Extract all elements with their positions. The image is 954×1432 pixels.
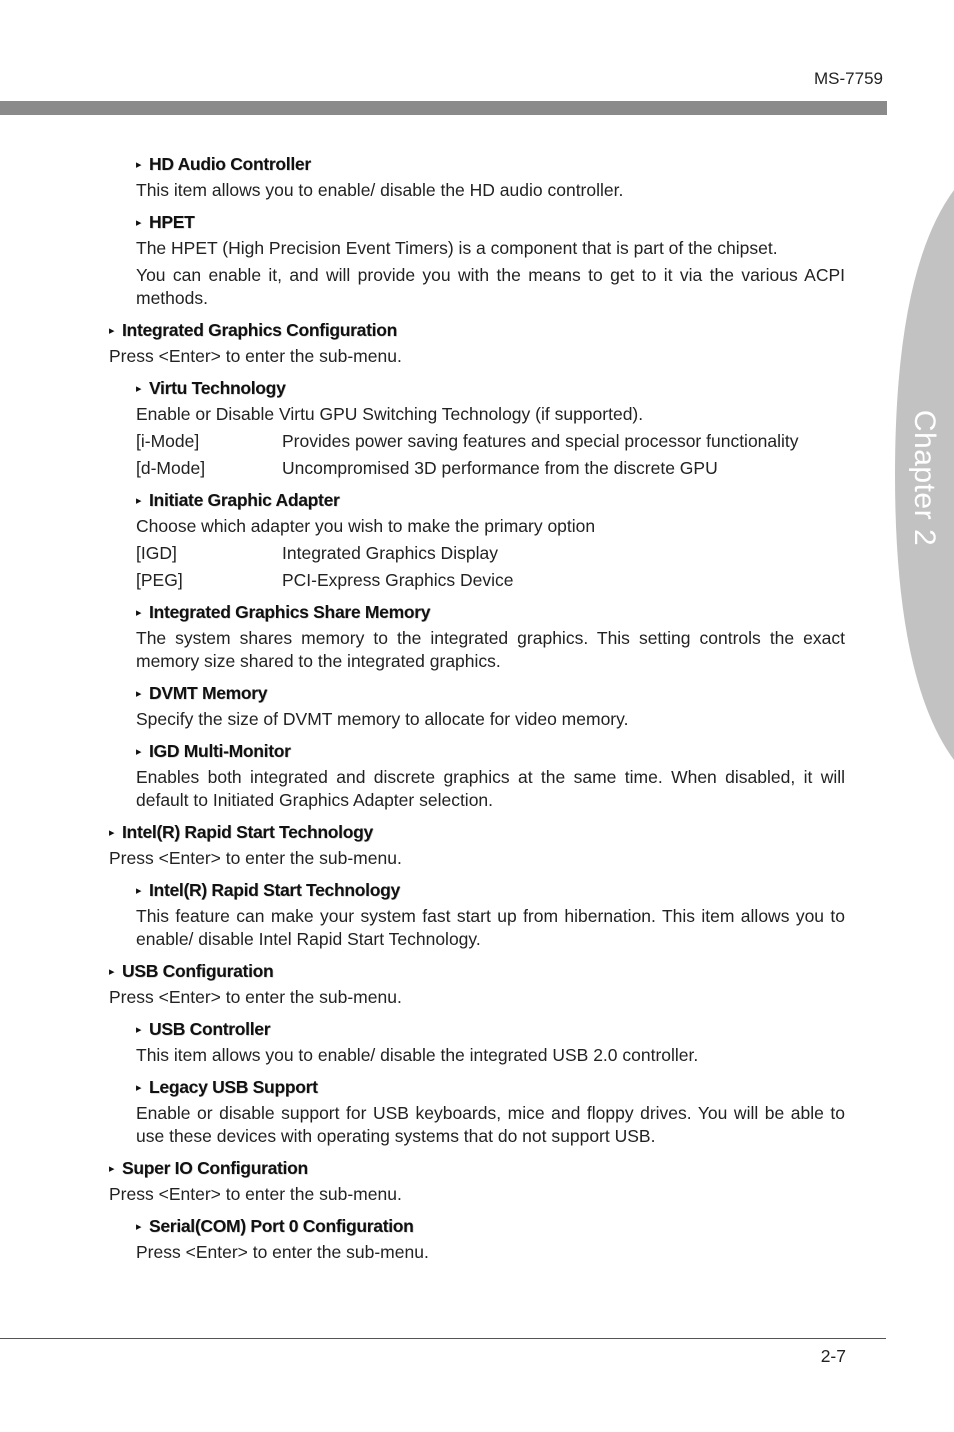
section-6	[136, 681, 845, 731]
section-description: You can enable it, and will provide you with the means to get to it via the various ACPI methods.	[136, 265, 845, 308]
triangle-bullet-icon: ▸	[136, 383, 142, 395]
section-description: The HPET (High Precision Event Timers) is a component that is part of the chipset.	[136, 238, 778, 258]
section-13	[109, 1156, 845, 1206]
option-value: Provides power saving features and special processor functionality	[282, 431, 799, 451]
section-title: Serial(COM) Port 0 Configuration	[149, 1216, 414, 1236]
option-key: [d-Mode]	[136, 458, 206, 478]
section-description: The system shares memory to the integrated graphics. This setting controls the exact memory size shared to the integrated graphics.	[136, 628, 845, 671]
section-title: USB Controller	[149, 1019, 271, 1039]
section-heading	[136, 152, 845, 177]
option-row	[136, 542, 845, 565]
section-description: Press <Enter> to enter the sub-menu.	[109, 848, 402, 868]
section-description: Enable or Disable Virtu GPU Switching Technology (if supported).	[136, 404, 644, 424]
section-title: Intel(R) Rapid Start Technology	[122, 822, 373, 842]
option-value: Uncompromised 3D performance from the discrete GPU	[282, 458, 718, 478]
triangle-bullet-icon: ▸	[109, 325, 115, 337]
triangle-bullet-icon: ▸	[136, 746, 142, 758]
model-number: MS-7759	[814, 69, 883, 88]
option-row	[136, 457, 845, 480]
footer-rule	[0, 1338, 886, 1339]
section-heading	[109, 820, 845, 845]
option-list	[136, 430, 845, 480]
section-title: DVMT Memory	[149, 683, 268, 703]
section-9	[136, 878, 845, 951]
section-description: Choose which adapter you wish to make the primary option	[136, 516, 596, 536]
triangle-bullet-icon: ▸	[136, 159, 142, 171]
section-description: Specify the size of DVMT memory to allocate for video memory.	[136, 709, 629, 729]
section-12	[136, 1075, 845, 1148]
option-row	[136, 430, 845, 453]
triangle-bullet-icon: ▸	[109, 827, 115, 839]
section-title: Legacy USB Support	[149, 1077, 318, 1097]
option-list	[136, 542, 845, 592]
option-row	[136, 569, 845, 592]
section-3	[136, 376, 845, 480]
triangle-bullet-icon: ▸	[136, 607, 142, 619]
section-heading	[109, 959, 845, 984]
section-title: USB Configuration	[122, 961, 274, 981]
section-0	[136, 152, 845, 202]
section-description: Press <Enter> to enter the sub-menu.	[109, 346, 402, 366]
section-4	[136, 488, 845, 592]
section-title: Initiate Graphic Adapter	[149, 490, 340, 510]
option-key: [PEG]	[136, 570, 183, 590]
section-title: Virtu Technology	[149, 378, 286, 398]
section-title: HPET	[149, 212, 195, 232]
section-7	[136, 739, 845, 812]
section-title: IGD Multi-Monitor	[149, 741, 291, 761]
section-heading	[136, 210, 845, 235]
document-body	[109, 152, 845, 1272]
section-heading	[109, 318, 845, 343]
chapter-label: Chapter 2	[908, 409, 941, 547]
section-description: This item allows you to enable/ disable the HD audio controller.	[136, 180, 624, 200]
section-description: Press <Enter> to enter the sub-menu.	[109, 1184, 402, 1204]
triangle-bullet-icon: ▸	[109, 966, 115, 978]
section-heading	[136, 878, 845, 903]
header-bar	[0, 101, 887, 115]
section-title: HD Audio Controller	[149, 154, 311, 174]
section-5	[136, 600, 845, 673]
section-heading	[136, 488, 845, 513]
section-description: This item allows you to enable/ disable the integrated USB 2.0 controller.	[136, 1045, 699, 1065]
section-title: Integrated Graphics Configuration	[122, 320, 397, 340]
triangle-bullet-icon: ▸	[136, 1082, 142, 1094]
triangle-bullet-icon: ▸	[136, 217, 142, 229]
option-value: PCI-Express Graphics Device	[282, 570, 514, 590]
triangle-bullet-icon: ▸	[136, 1024, 142, 1036]
section-heading	[136, 1075, 845, 1100]
triangle-bullet-icon: ▸	[136, 885, 142, 897]
section-heading	[136, 739, 845, 764]
section-10	[109, 959, 845, 1009]
triangle-bullet-icon: ▸	[136, 688, 142, 700]
section-heading	[136, 1017, 845, 1042]
triangle-bullet-icon: ▸	[136, 1221, 142, 1233]
page-number: 2-7	[820, 1346, 846, 1366]
section-description: Press <Enter> to enter the sub-menu.	[136, 1242, 429, 1262]
section-14	[136, 1214, 845, 1264]
option-key: [IGD]	[136, 543, 177, 563]
section-description: This feature can make your system fast start up from hibernation. This item allows you to enable/ disable Intel Rapid Start Technology.	[136, 906, 845, 949]
section-heading	[136, 1214, 845, 1239]
section-11	[136, 1017, 845, 1067]
section-2	[109, 318, 845, 368]
section-description: Enable or disable support for USB keyboards, mice and floppy drives. You will be able to use these devices with operating systems that do not support USB.	[136, 1103, 845, 1146]
section-title: Super IO Configuration	[122, 1158, 308, 1178]
section-heading	[136, 681, 845, 706]
section-heading	[136, 376, 845, 401]
triangle-bullet-icon: ▸	[136, 495, 142, 507]
option-key: [i-Mode]	[136, 431, 200, 451]
section-8	[109, 820, 845, 870]
section-title: Intel(R) Rapid Start Technology	[149, 880, 400, 900]
option-value: Integrated Graphics Display	[282, 543, 498, 563]
section-1	[136, 210, 845, 310]
section-heading	[136, 600, 845, 625]
section-description: Press <Enter> to enter the sub-menu.	[109, 987, 402, 1007]
section-description: Enables both integrated and discrete graphics at the same time. When disabled, it will default to Initiated Graphics Adapter selection.	[136, 767, 845, 810]
section-title: Integrated Graphics Share Memory	[149, 602, 431, 622]
triangle-bullet-icon: ▸	[109, 1163, 115, 1175]
section-heading	[109, 1156, 845, 1181]
